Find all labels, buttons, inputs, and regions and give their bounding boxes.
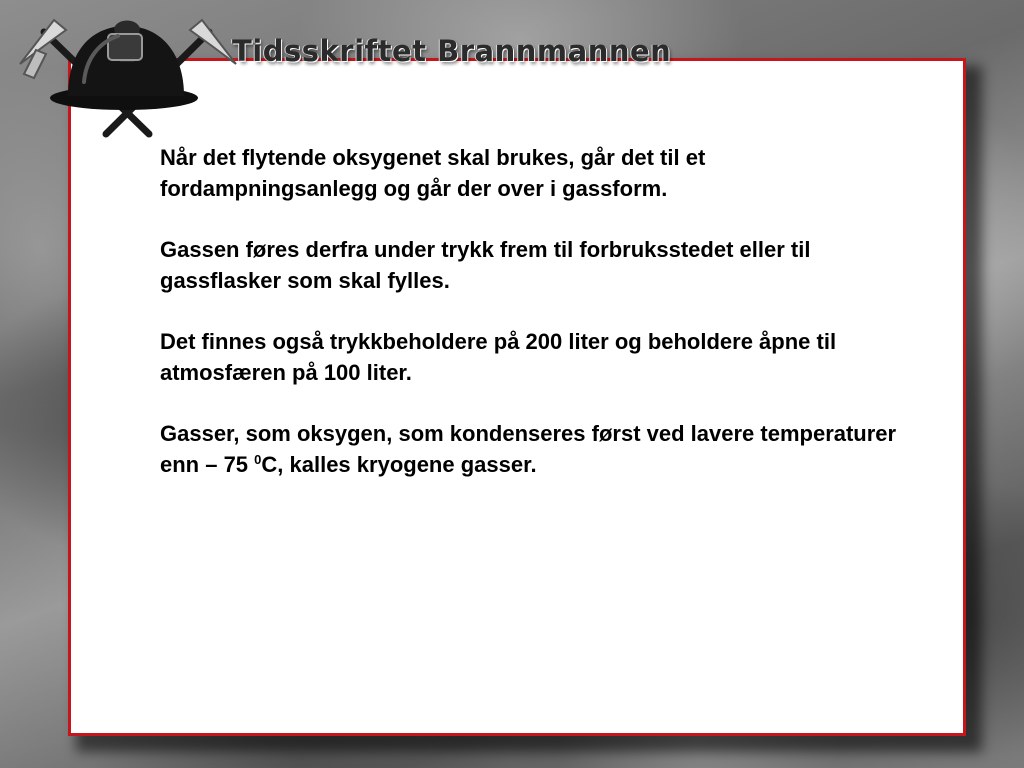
paragraph-2: Gassen føres derfra under trykk frem til forbruksstedet eller til gassflasker som skal fylles. [160, 237, 811, 293]
page-title: Tidsskriftet Brannmannen [232, 34, 672, 68]
paragraph-3: Det finnes også trykkbeholdere på 200 liter og beholdere åpne til atmosfæren på 100 liter. [160, 329, 837, 385]
paragraph-4-end: C, kalles kryogene gasser. [261, 452, 537, 477]
slide-content [160, 142, 900, 510]
paragraph-4-start: Gasser, som oksygen, som kondenseres først ved lavere temperaturer enn – 75 [160, 421, 897, 477]
degree-superscript: 0 [254, 452, 262, 467]
firefighter-helmet-axes-icon [14, 12, 244, 142]
paragraph-1: Når det flytende oksygenet skal brukes, går det til et fordampningsanlegg og går der over i gassform. [160, 145, 706, 201]
paragraph-4 [160, 418, 900, 480]
